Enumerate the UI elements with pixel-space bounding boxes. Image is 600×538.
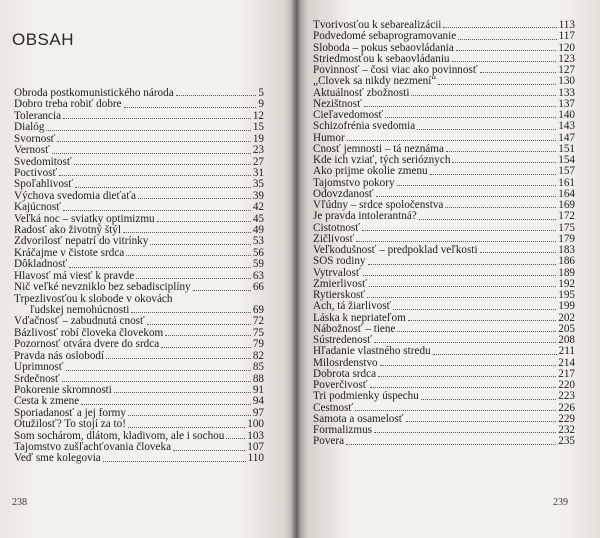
toc-leader-dots xyxy=(165,335,251,336)
toc-entry-title: Kráčajme v čistote srdca xyxy=(14,247,125,259)
toc-leader-dots xyxy=(69,267,251,268)
toc-entry xyxy=(14,282,264,293)
toc-entry-title: Dôkladnosť xyxy=(14,259,68,271)
toc-entry xyxy=(14,271,264,282)
toc-leader-dots xyxy=(369,286,556,287)
toc-entry-title: Formalizmus xyxy=(313,425,373,436)
toc-leader-dots xyxy=(480,72,557,73)
toc-leader-dots xyxy=(52,153,251,154)
toc-entry-title: Pokorenie skromnosti xyxy=(14,384,112,396)
toc-entry-page: 23 xyxy=(252,144,264,157)
toc-entry-page: 85 xyxy=(252,361,264,374)
toc-entry-title: Odovzdanosť xyxy=(313,188,374,200)
toc-entry xyxy=(313,335,575,346)
toc-leader-dots xyxy=(59,175,250,176)
toc-leader-dots xyxy=(150,244,250,245)
toc-entry-page: 214 xyxy=(558,356,575,369)
toc-leader-dots xyxy=(408,320,556,321)
toc-entry-page: 91 xyxy=(252,383,264,396)
toc-entry xyxy=(14,168,264,179)
toc-entry-title: „Človek sa nikdy nezmení“ xyxy=(313,76,437,88)
toc-entry xyxy=(313,144,575,155)
toc-leader-dots xyxy=(445,207,556,208)
toc-leader-dots xyxy=(370,387,557,388)
toc-entry xyxy=(313,290,575,301)
toc-entry-page: 79 xyxy=(252,338,264,351)
toc-leader-dots xyxy=(406,421,557,422)
toc-entry-title: Podvedomé sebaprogramovanie xyxy=(313,31,457,43)
toc-entry-page: 220 xyxy=(558,379,575,391)
toc-entry-page: 72 xyxy=(252,315,264,328)
toc-entry xyxy=(14,419,264,430)
toc-entry xyxy=(14,248,264,259)
left-page xyxy=(0,0,296,538)
toc-entry-title: Aktuálnosť zbožnosti xyxy=(313,87,410,99)
toc-heading: OBSAH xyxy=(12,30,75,49)
toc-entry-title: Tvorivosťou k sebarealizácii xyxy=(313,20,442,31)
toc-entry-title: SOS rodiny xyxy=(313,256,366,268)
toc-entry xyxy=(313,256,575,267)
toc-entry xyxy=(14,145,264,156)
toc-entry xyxy=(14,454,264,465)
toc-leader-dots xyxy=(376,196,557,197)
toc-entry-page: 103 xyxy=(247,429,264,442)
right-page xyxy=(296,0,600,538)
toc-entry xyxy=(14,236,264,247)
toc-leader-dots xyxy=(363,275,557,276)
toc-entry-page: 66 xyxy=(252,281,264,294)
toc-entry-title: Striedmosťou k sebaovládaniu xyxy=(313,53,450,65)
toc-entry-title: Veľkodušnosť – predpoklad veľkosti xyxy=(313,245,478,256)
toc-leader-dots xyxy=(374,432,556,433)
toc-entry-page: 192 xyxy=(558,277,575,290)
toc-entry-page: 120 xyxy=(558,41,575,54)
toc-leader-dots xyxy=(46,130,250,131)
toc-entry-page: 195 xyxy=(558,289,575,301)
toc-entry-title: Pozornosť otvára dvere do srdca xyxy=(14,339,160,351)
toc-entry-page: 229 xyxy=(558,412,575,425)
toc-entry-title: Bázlivosť robí človeka človekom xyxy=(14,327,164,339)
toc-leader-dots xyxy=(123,232,251,233)
toc-leader-dots xyxy=(226,438,245,439)
toc-leader-dots xyxy=(380,365,557,366)
toc-leader-dots xyxy=(138,198,251,199)
toc-entry-page: 157 xyxy=(558,165,575,178)
toc-leader-dots xyxy=(397,331,556,332)
toc-entry-page: 175 xyxy=(558,221,575,234)
toc-entry-page: 161 xyxy=(558,176,575,189)
toc-entry xyxy=(313,436,575,447)
toc-entry-page: 130 xyxy=(558,75,575,88)
toc-entry xyxy=(313,346,575,357)
toc-entry-page: 154 xyxy=(558,154,575,166)
toc-entry-title: Ach, tá žiarlivosť xyxy=(313,301,392,313)
toc-entry-title: Trpezlivosťou k slobode v okovách xyxy=(14,293,173,305)
toc-entry xyxy=(313,414,575,425)
toc-leader-dots xyxy=(173,450,245,451)
toc-leader-dots xyxy=(62,381,251,382)
toc-entry-page: 82 xyxy=(252,349,264,362)
toc-entry-page: 9 xyxy=(258,98,264,111)
toc-entry-title: Je pravda intolerantná? xyxy=(313,211,417,223)
toc-entry-page: 94 xyxy=(252,395,264,408)
toc-leader-dots xyxy=(128,415,251,416)
toc-entry-title: Zdvorilosť nepatrí do vitrínky xyxy=(14,236,149,248)
toc-entry-title: Srdečnosť xyxy=(14,373,60,385)
toc-entry-page: 127 xyxy=(558,64,575,76)
toc-entry xyxy=(313,279,575,290)
toc-entry-title: Vytrvalosť xyxy=(313,267,361,279)
toc-entry xyxy=(313,358,575,369)
toc-entry-page: 19 xyxy=(252,132,264,145)
toc-entry xyxy=(313,189,575,200)
toc-entry-title: Otužilosť? To stojí za to! xyxy=(14,419,126,431)
toc-entry-page: 97 xyxy=(252,406,264,419)
toc-entry-title: Svedomitosť xyxy=(14,156,72,168)
toc-entry xyxy=(313,425,575,436)
toc-entry-title: Nábožnosť – tiene xyxy=(313,323,396,335)
toc-entry xyxy=(313,31,575,42)
toc-entry-title: Tri podmienky úspechu xyxy=(313,391,419,403)
toc-leader-dots xyxy=(347,140,557,141)
toc-leader-dots xyxy=(114,392,251,393)
toc-leader-dots xyxy=(193,290,251,291)
toc-entry-title: Humor xyxy=(313,132,345,144)
toc-entry xyxy=(313,245,575,256)
toc-leader-dots xyxy=(161,347,251,348)
toc-entry xyxy=(313,324,575,335)
toc-entry-title: Čestnosť xyxy=(313,402,354,414)
toc-entry-title: Kajúcnosť xyxy=(14,202,62,214)
toc-entry xyxy=(313,76,575,87)
toc-entry-page: 232 xyxy=(558,424,575,436)
toc-entry-title: Kde ich vziať, tých serióznych xyxy=(313,155,451,166)
toc-list-right xyxy=(313,20,575,448)
toc-entry xyxy=(14,431,264,442)
toc-entry-page: 183 xyxy=(558,244,575,256)
toc-entry-page: 189 xyxy=(558,266,575,279)
toc-entry-title: Cnosť jemnosti – tá neznáma xyxy=(313,143,444,155)
toc-entry-page: 205 xyxy=(558,322,575,335)
toc-entry-title: Radosť ako životný štýl xyxy=(14,225,122,237)
toc-list-left xyxy=(14,88,264,465)
toc-entry-title: Veď sme kolegovia xyxy=(14,453,101,465)
toc-entry-page: 235 xyxy=(558,435,575,448)
right-page-number: 239 xyxy=(553,497,568,508)
toc-leader-dots xyxy=(362,230,556,231)
toc-entry-title: Čistotnosť xyxy=(313,222,361,234)
toc-entry xyxy=(14,111,264,122)
toc-entry xyxy=(14,316,264,327)
toc-entry xyxy=(14,362,264,373)
toc-entry-page: 56 xyxy=(252,246,264,259)
toc-leader-dots xyxy=(438,84,556,85)
toc-entry-title: Zmierlivosť xyxy=(313,278,367,290)
toc-leader-dots xyxy=(66,370,251,371)
toc-entry xyxy=(14,328,264,339)
toc-entry-page: 110 xyxy=(247,452,264,465)
toc-entry-page: 59 xyxy=(252,258,264,271)
toc-entry-page: 42 xyxy=(252,201,264,214)
toc-leader-dots xyxy=(157,221,251,222)
toc-leader-dots xyxy=(393,309,556,310)
toc-leader-dots xyxy=(430,174,557,175)
toc-leader-dots xyxy=(417,129,556,130)
toc-leader-dots xyxy=(136,278,251,279)
toc-entry-page: 12 xyxy=(252,109,264,122)
toc-entry-page: 35 xyxy=(252,178,264,191)
toc-entry xyxy=(14,99,264,110)
toc-leader-dots xyxy=(480,252,557,253)
toc-entry xyxy=(313,223,575,234)
toc-entry-page: 27 xyxy=(252,155,264,168)
toc-leader-dots xyxy=(411,95,556,96)
toc-entry xyxy=(313,121,575,132)
toc-entry-title: Úprimnosť xyxy=(14,362,64,374)
toc-leader-dots xyxy=(364,106,556,107)
toc-leader-dots xyxy=(63,118,251,119)
toc-entry xyxy=(14,374,264,385)
toc-entry xyxy=(313,166,575,177)
toc-entry-title: Milosrdenstvo xyxy=(313,357,378,369)
toc-entry xyxy=(313,54,575,65)
toc-entry-page: 202 xyxy=(558,311,575,324)
toc-entry-title: Cesta k zmene xyxy=(14,396,80,408)
toc-entry-title: Nič veľké nevzniklo bez sebadisciplíny xyxy=(14,282,191,294)
toc-leader-dots xyxy=(81,404,251,405)
toc-leader-dots xyxy=(356,241,556,242)
toc-leader-dots xyxy=(374,342,556,343)
left-page-number: 238 xyxy=(12,497,27,508)
toc-entry-page: 211 xyxy=(558,345,575,358)
toc-entry-title: Vďačnosť – zabudnutá cnosť xyxy=(14,316,145,328)
toc-entry-title: Poctivosť xyxy=(14,167,58,179)
toc-leader-dots xyxy=(452,61,557,62)
toc-entry-title: ľudskej nemohúcnosti xyxy=(30,305,130,316)
toc-entry-page: 15 xyxy=(252,121,264,134)
toc-entry-page: 226 xyxy=(558,401,575,414)
toc-entry xyxy=(14,408,264,419)
toc-entry xyxy=(14,385,264,396)
toc-entry xyxy=(14,157,264,168)
toc-leader-dots xyxy=(446,151,556,152)
toc-entry-title: Veľká noc – sviatky optimizmu xyxy=(14,213,155,225)
toc-entry-page: 147 xyxy=(558,131,575,144)
toc-entry xyxy=(313,88,575,99)
toc-entry-page: 123 xyxy=(558,52,575,65)
toc-entry xyxy=(313,178,575,189)
toc-entry-page: 186 xyxy=(558,255,575,268)
toc-entry-title: Spoľahlivosť xyxy=(14,179,74,191)
toc-leader-dots xyxy=(433,354,557,355)
toc-entry-title: Sporiadanosť a jej formy xyxy=(14,407,126,419)
toc-entry-title: Dialóg xyxy=(14,122,45,134)
toc-entry xyxy=(313,234,575,245)
toc-entry xyxy=(14,191,264,202)
toc-entry-page: 75 xyxy=(252,326,264,339)
toc-leader-dots xyxy=(421,399,556,400)
toc-leader-dots xyxy=(57,141,250,142)
toc-entry xyxy=(313,20,575,31)
toc-entry-page: 113 xyxy=(558,19,575,31)
toc-entry-page: 223 xyxy=(558,390,575,403)
toc-entry xyxy=(14,442,264,453)
toc-leader-dots xyxy=(443,27,556,28)
toc-entry-page: 45 xyxy=(252,212,264,225)
toc-entry xyxy=(313,301,575,312)
toc-entry-page: 164 xyxy=(558,187,575,200)
toc-leader-dots xyxy=(128,427,245,428)
toc-leader-dots xyxy=(63,210,251,211)
toc-entry-page: 137 xyxy=(558,97,575,110)
toc-entry-page: 143 xyxy=(558,120,575,133)
toc-entry xyxy=(14,179,264,190)
toc-entry-title: Sústredenosť xyxy=(313,335,372,346)
toc-entry-page: 39 xyxy=(252,189,264,202)
toc-entry-title: Dobrota srdca xyxy=(313,368,377,380)
toc-entry-page: 63 xyxy=(252,269,264,282)
toc-entry-page: 49 xyxy=(252,224,264,237)
toc-leader-dots xyxy=(368,264,557,265)
toc-entry xyxy=(313,133,575,144)
toc-leader-dots xyxy=(452,162,556,163)
toc-entry xyxy=(313,380,575,391)
toc-entry-title: Pravda nás oslobodí xyxy=(14,350,105,362)
toc-entry xyxy=(313,369,575,380)
toc-entry-page: 107 xyxy=(247,441,264,454)
toc-entry xyxy=(313,391,575,402)
toc-entry-page: 179 xyxy=(558,232,575,245)
toc-entry-title: Vľúdny – srdce spoločenstva xyxy=(313,200,444,211)
toc-entry-page: 169 xyxy=(558,199,575,211)
toc-leader-dots xyxy=(458,39,556,40)
toc-entry-title: Vernosť xyxy=(14,145,50,157)
toc-entry-title: Láska k nepriateľom xyxy=(313,312,406,324)
toc-leader-dots xyxy=(385,117,556,118)
toc-leader-dots xyxy=(147,324,251,325)
toc-entry xyxy=(14,305,264,316)
toc-entry xyxy=(14,339,264,350)
toc-entry-title: Výchova svedomia dieťaťa xyxy=(14,190,137,202)
toc-leader-dots xyxy=(397,185,557,186)
toc-entry-page: 69 xyxy=(252,304,264,316)
toc-entry-title: Dobro treba robiť dobre xyxy=(14,99,122,111)
toc-entry xyxy=(313,313,575,324)
toc-leader-dots xyxy=(131,312,250,313)
toc-entry xyxy=(14,88,264,99)
book-gutter xyxy=(291,0,301,538)
toc-entry xyxy=(313,200,575,211)
toc-leader-dots xyxy=(126,255,251,256)
toc-entry xyxy=(14,202,264,213)
toc-entry-title: Sloboda – pokus sebaovládania xyxy=(313,42,454,54)
toc-entry-title: Povinnosť – čosi viac ako povinnosť xyxy=(313,65,478,76)
toc-entry-title: Poverčivosť xyxy=(313,380,368,391)
toc-leader-dots xyxy=(346,444,556,445)
toc-entry xyxy=(313,43,575,54)
toc-entry-title: Hľadanie vlastného stredu xyxy=(313,346,431,358)
toc-entry xyxy=(313,403,575,414)
toc-entry xyxy=(14,122,264,133)
toc-entry-title: Svornosť xyxy=(14,133,56,145)
toc-entry-page: 140 xyxy=(558,109,575,121)
toc-entry xyxy=(14,214,264,225)
toc-entry-page: 199 xyxy=(558,300,575,313)
toc-entry-title: Žičlivosť xyxy=(313,233,355,245)
toc-entry xyxy=(313,155,575,166)
toc-entry-title: Obroda postkomunistického národa xyxy=(14,87,174,99)
toc-entry-title: Tajomstvo pokory xyxy=(313,177,395,189)
toc-entry-title: Samota a osamelosť xyxy=(313,413,404,425)
toc-leader-dots xyxy=(456,50,556,51)
toc-entry-page: 53 xyxy=(252,235,264,248)
toc-entry xyxy=(14,351,264,362)
toc-leader-dots xyxy=(124,107,257,108)
toc-entry-title: Cieľavedomosť xyxy=(313,110,384,121)
toc-leader-dots xyxy=(103,461,246,462)
toc-leader-dots xyxy=(106,358,251,359)
toc-entry xyxy=(14,396,264,407)
toc-leader-dots xyxy=(419,219,556,220)
toc-entry xyxy=(313,65,575,76)
toc-leader-dots xyxy=(378,376,556,377)
toc-entry xyxy=(313,268,575,279)
toc-entry-page: 151 xyxy=(558,142,575,155)
toc-entry xyxy=(14,294,264,305)
toc-entry-title: Hlavosť má viesť k pravde xyxy=(14,270,135,282)
toc-entry-title: Povera xyxy=(313,436,345,448)
toc-entry-page: 117 xyxy=(558,30,575,43)
toc-leader-dots xyxy=(176,95,257,96)
toc-entry-title: Tajomstvo zušľachťovania človeka xyxy=(14,442,172,454)
toc-entry xyxy=(313,99,575,110)
toc-entry-page: 172 xyxy=(558,210,575,223)
toc-entry-page: 31 xyxy=(252,166,264,179)
toc-leader-dots xyxy=(355,410,556,411)
toc-entry-title: Rytierskosť xyxy=(313,290,366,301)
toc-leader-dots xyxy=(367,297,556,298)
toc-entry-title: Nezištnosť xyxy=(313,98,362,110)
toc-entry-page: 5 xyxy=(258,86,264,99)
toc-entry-page: 100 xyxy=(247,418,264,431)
toc-entry xyxy=(14,134,264,145)
toc-leader-dots xyxy=(74,164,251,165)
toc-entry-page: 88 xyxy=(252,372,264,385)
toc-entry-title: Som sochárom, dlátom, kladivom, ale i sochou xyxy=(14,430,225,442)
toc-entry-title: Tolerancia xyxy=(14,110,62,122)
toc-entry-title: Ako prijme okolie zmenu xyxy=(313,166,428,178)
toc-entry xyxy=(14,225,264,236)
toc-entry-page: 217 xyxy=(558,367,575,380)
toc-leader-dots xyxy=(75,187,251,188)
toc-entry-title: Schizofrénia svedomia xyxy=(313,121,416,133)
toc-entry-page: 208 xyxy=(558,334,575,346)
toc-entry-page: 133 xyxy=(558,86,575,99)
toc-entry xyxy=(14,259,264,270)
toc-entry xyxy=(313,211,575,222)
toc-entry xyxy=(313,110,575,121)
